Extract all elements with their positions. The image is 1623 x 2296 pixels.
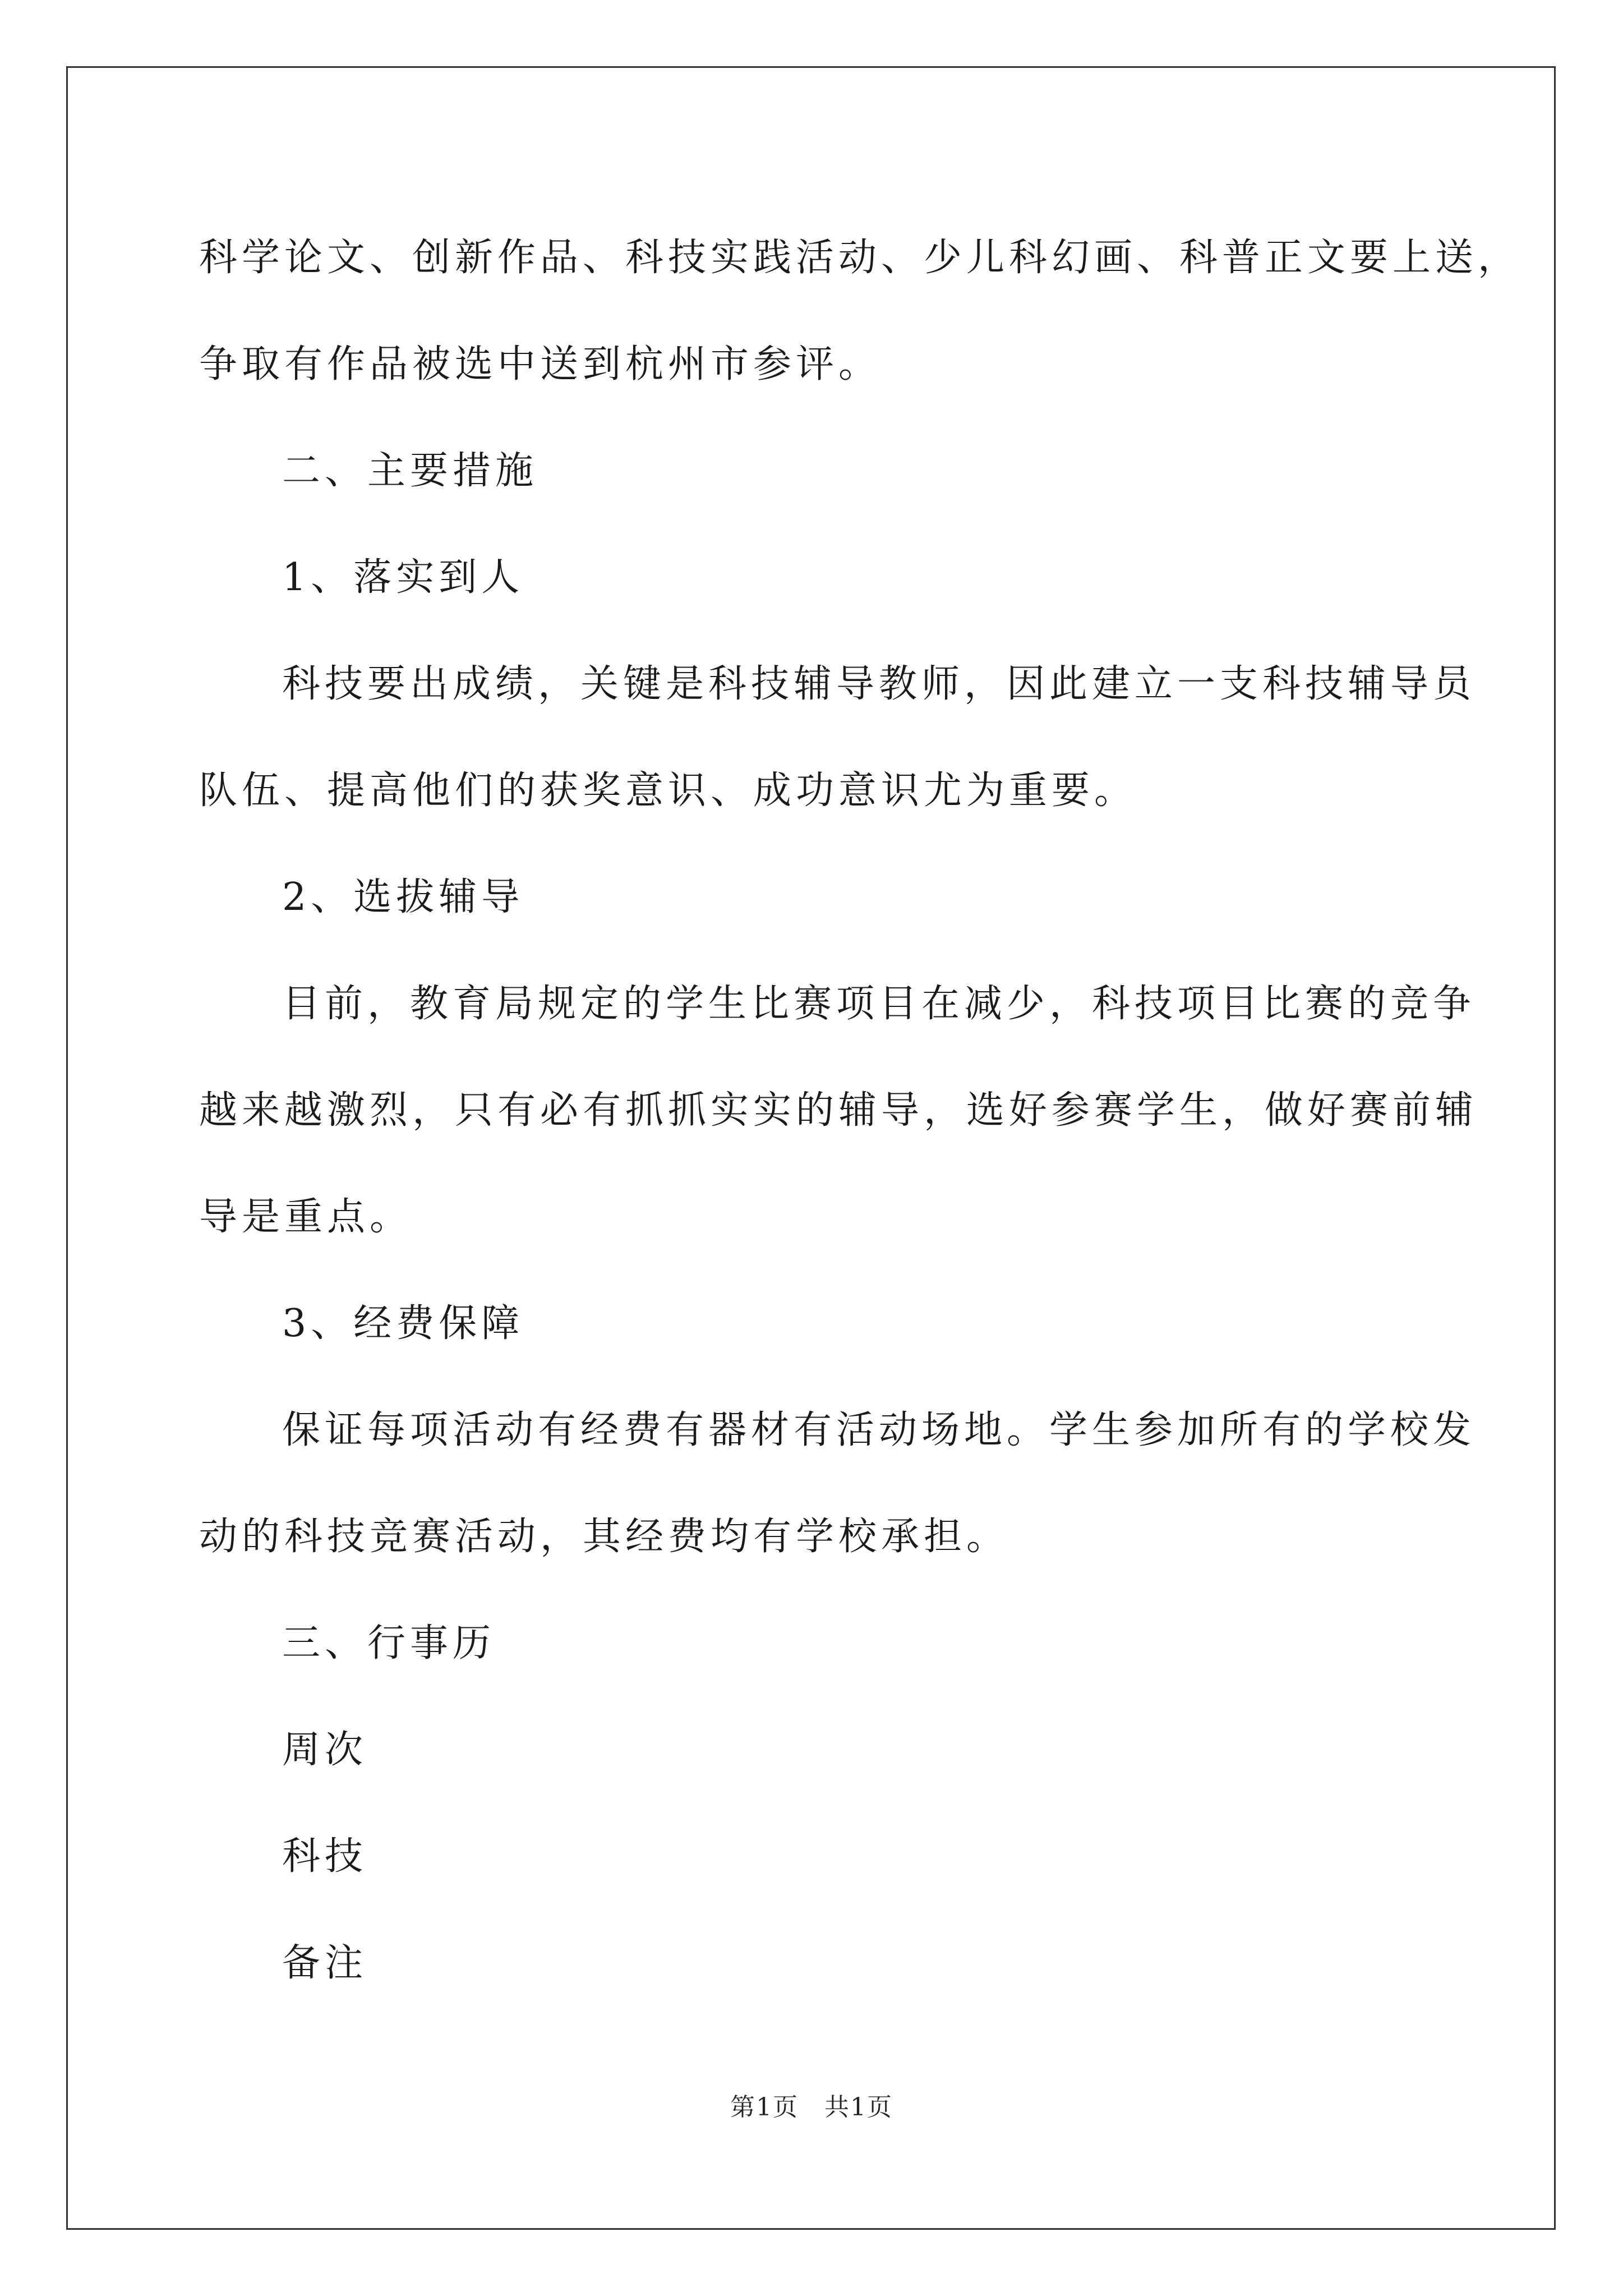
body-text-line: 科技要出成绩，关键是科技辅导教师，因此建立一支科技辅导员 [282, 662, 1476, 706]
section-heading: 二、主要措施 [282, 449, 538, 493]
calendar-column-label: 备注 [282, 1941, 368, 1985]
subsection-heading: 3、经费保障 [282, 1301, 524, 1346]
body-text-line: 队伍、提高他们的获奖意识、成功意识尤为重要。 [199, 769, 1137, 813]
body-text-line: 目前，教育局规定的学生比赛项目在减少，科技项目比赛的竞争 [282, 982, 1476, 1026]
page-border [66, 66, 1556, 2230]
body-text-line: 保证每项活动有经费有器材有活动场地。学生参加所有的学校发 [282, 1408, 1476, 1452]
calendar-column-label: 科技 [282, 1834, 368, 1879]
calendar-column-label: 周次 [282, 1728, 368, 1772]
body-text-line: 导是重点。 [199, 1195, 413, 1239]
body-text-line: 越来越激烈，只有必有抓抓实实的辅导，选好参赛学生，做好赛前辅 [199, 1088, 1478, 1133]
subsection-heading: 1、落实到人 [282, 555, 524, 600]
body-text-line: 科学论文、创新作品、科技实践活动、少儿科幻画、科普正文要上送， [199, 236, 1521, 280]
subsection-heading: 2、选拔辅导 [282, 875, 524, 919]
body-text-line: 动的科技竞赛活动，其经费均有学校承担。 [199, 1515, 1009, 1559]
page-number: 第1页 共1页 [730, 2093, 893, 2122]
section-heading: 三、行事历 [282, 1621, 496, 1665]
body-text-line: 争取有作品被选中送到杭州市参评。 [199, 342, 882, 386]
